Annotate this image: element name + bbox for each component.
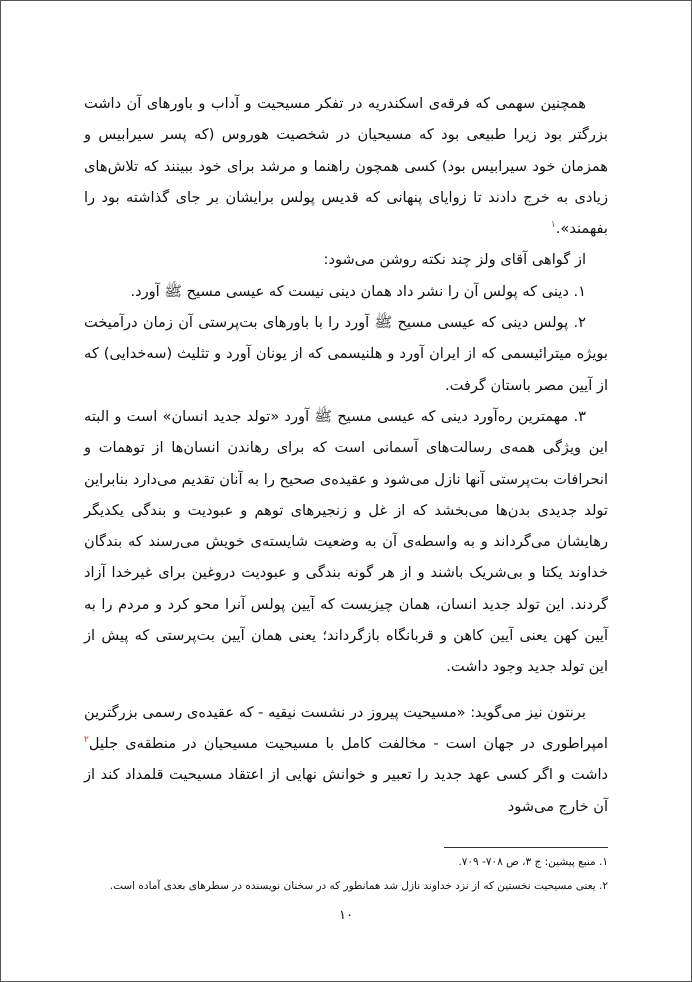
footnote-ref-2[interactable]: ۲ [84,735,89,746]
paragraph-brinton-text-after: داشت و اگر کسی عهد جدید را تعبیر و خوانش نهایی از اعتقاد مسیحیت قلمداد کند از آن خارج می‌شود [84,766,608,815]
page-body [84,88,608,822]
list-item-3: ۳. مهمترین ره‌آورد دینی که عیسی مسیح ﷺ آورد «تولد جدید انسان» است و البته این ویژگی همه‌ی رسالت‌های آسمانی است که برای رهاندن انسان‌ها از توهمات و انحرافات بت‌پرستی آنها نازل می‌شود و عقیده‌ی صحیح را به آنان تقدیم می‌دارد بنابراین تولد جدیدی بدن‌ها می‌بخشد که از غل و زنجیرهای توهم و عبودیت و بندگی یکدیگر رهایشان می‌گرداند و به واسطه‌ی آن به وضعیت شایسته‌ی خویش می‌رسند که بندگان خداوند یکتا و بی‌شریک باشند و از هر گونه بندگی و عبودیت دروغین برای غیرخدا آزاد گردند. این تولد جدید انسان، همان چیزیست که آیین پولس آنرا محو کرد و مردم را به آیین کهن یعنی آیین کاهن و قربانگاه بازگرداند؛ یعنی همان آیین بت‌پرستی که پیش از این تولد جدید وجود داشت. [84,407,608,676]
paragraph-brinton-text-before: برنتون نیز می‌گوید: «مسیحیت پیروز در نشست نیقیه - که عقیده‌ی رسمی بزرگترین امپراطوری در جهان است - مخالفت کامل با مسیحیت مسیحیان در منطقه‌ی جلیل [84,703,608,752]
footnotes [84,850,608,898]
paragraph-2: از گواهی آقای ولز چند نکته روشن می‌شود: [323,251,586,269]
list-item-1: ۱. دینی که پولس آن را نشر داد همان دینی نیست که عیسی مسیح ﷺ آورد. [130,282,586,300]
paragraph-1 [84,88,608,244]
footnote-1: ۱. منبع پیشین: ج ۳، ص ۷۰۸- ۷۰۹. [458,856,608,868]
paragraph-brinton [84,697,608,822]
footnote-ref-1[interactable]: ۱ [550,220,556,231]
footnote-2: ۲. یعنی مسیحیت نخستین که از نزد خداوند نازل شد همانطور که در سخنان نویسنده در سطرهای بعدی آماده است. [109,880,608,892]
list-item-2: ۲. پولس دینی که عیسی مسیح ﷺ آورد را با باورهای بت‌پرستی آن زمان درآمیخت بویژه میترائیسمی که از ایران آورد و هلنیسمی که از یونان آورد و تثلیث (سه‌خدایی) که از آیین مصر باستان گرفت. [84,314,608,394]
page-number: ۱۰ [339,908,353,923]
paragraph-1-text: همچنین سهمی که فرقه‌ی اسکندریه در تفکر مسیحیت و آداب و باورهای آن داشت بزرگتر بود زیرا طبیعی بود که مسیحیان در شخصیت هوروس (که پسر سیرابیس و همزمان خود سیرابیس بود) کسی همچون راهنما و مرشد برای خود ببینند که تلاش‌های زیادی به خرج دادند تا زوایای پنهانی که قدیس پولس برایشان بر جای گذاشته بود را بفهمند». [84,95,608,238]
footnote-divider [444,847,608,848]
